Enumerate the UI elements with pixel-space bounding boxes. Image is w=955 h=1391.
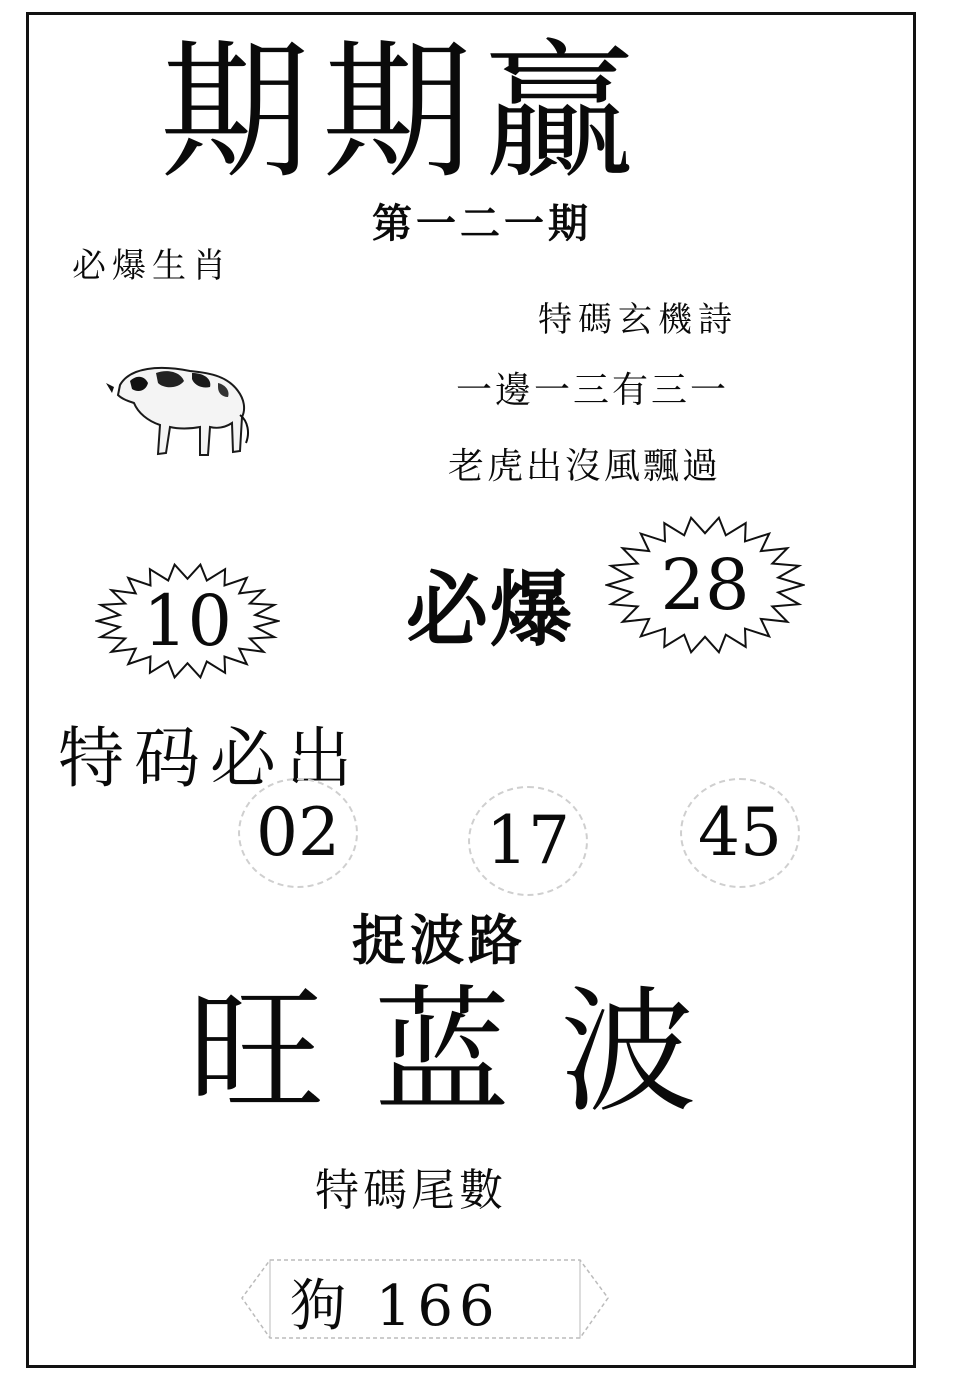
- tail-banner: [240, 1254, 610, 1344]
- issue-number: 第一二一期: [372, 200, 592, 247]
- special-must-label: 特码必出: [58, 720, 362, 797]
- page-title: 期期贏: [160, 26, 647, 200]
- poem-title: 特碼玄機詩: [538, 300, 738, 340]
- special-number: 02: [238, 778, 358, 888]
- tail-label: 特碼尾數: [315, 1165, 507, 1216]
- must-explode-number: 28: [660, 544, 750, 626]
- zodiac-label: 必爆生肖: [72, 246, 232, 286]
- tail-value: 狗 166: [290, 1274, 501, 1339]
- side-burst: [95, 562, 280, 680]
- must-explode-label: 必爆: [406, 563, 575, 658]
- ox-icon: [100, 355, 250, 469]
- must-explode-burst: [605, 515, 805, 655]
- special-number: 17: [468, 786, 588, 896]
- wave-label: 捉波路: [352, 909, 526, 972]
- poem-line-2: 老虎出沒風飄過: [448, 446, 722, 487]
- poem-line-1: 一邊一三有三一: [456, 370, 730, 411]
- special-number: 45: [680, 778, 800, 888]
- special-numbers: [200, 778, 800, 888]
- wave-value: 旺蓝波: [188, 974, 746, 1132]
- side-burst-number: 10: [142, 580, 233, 662]
